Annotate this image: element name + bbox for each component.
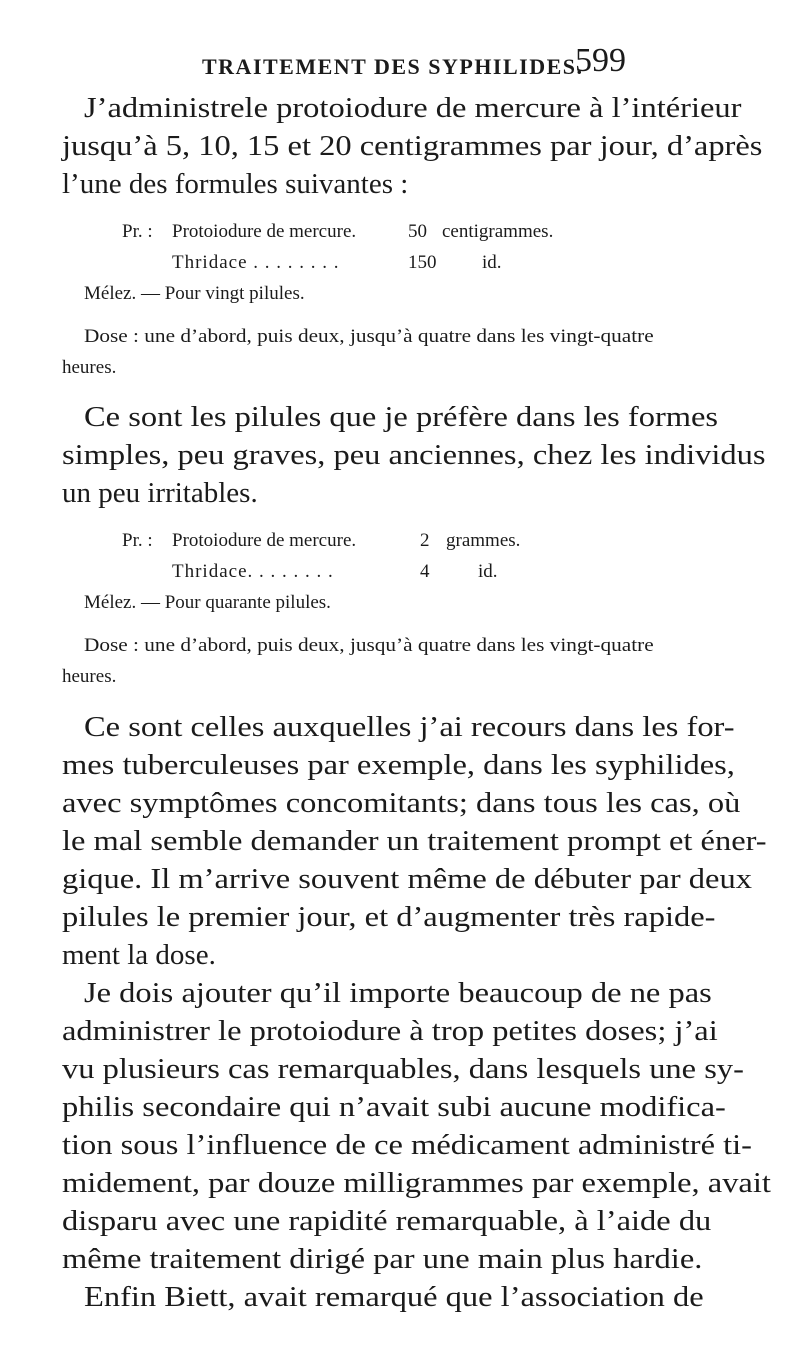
text-line: Je dois ajouter qu’il importe beaucoup de ne pas bbox=[84, 977, 712, 1009]
formula-dose: heures. bbox=[62, 666, 117, 687]
formula-quantity: 4 bbox=[420, 561, 430, 582]
text-line: Ce sont celles auxquelles j’ai recours dans les for- bbox=[84, 711, 735, 743]
text-line: mes tuberculeuses par exemple, dans les syphilides, bbox=[62, 749, 735, 781]
text-line: jusqu’à 5, 10, 15 et 20 centigrammes par jour, d’après bbox=[62, 130, 763, 162]
text-line: avec symptômes concomitants; dans tous les cas, où bbox=[62, 787, 741, 819]
text-line: pilules le premier jour, et d’augmenter très rapide- bbox=[62, 901, 716, 933]
formula-prefix: Pr. : bbox=[122, 530, 153, 551]
text-line: l’une des formules suivantes : bbox=[62, 168, 409, 200]
text-line: un peu irritables. bbox=[62, 477, 258, 509]
text-line: gique. Il m’arrive souvent même de débuter par deux bbox=[62, 863, 752, 895]
text-line: tion sous l’influence de ce médicament administré ti- bbox=[62, 1129, 752, 1161]
formula-prefix: Pr. : bbox=[122, 221, 153, 242]
text-line: vu plusieurs cas remarquables, dans lesquels une sy- bbox=[62, 1053, 744, 1085]
text-line: simples, peu graves, peu anciennes, chez les individus bbox=[62, 439, 766, 471]
text-line: administrer le protoiodure à trop petites doses; j’ai bbox=[62, 1015, 718, 1047]
formula-quantity: 2 bbox=[420, 530, 430, 551]
formula-mix: Mélez. — Pour vingt pilules. bbox=[84, 283, 305, 304]
formula-dose: Dose : une d’abord, puis deux, jusqu’à quatre dans les vingt-quatre bbox=[84, 635, 654, 656]
formula-dose: Dose : une d’abord, puis deux, jusqu’à quatre dans les vingt-quatre bbox=[84, 326, 654, 347]
text-line: disparu avec une rapidité remarquable, à l’aide du bbox=[62, 1205, 712, 1237]
formula-ingredient: Thridace . . . . . . . . bbox=[172, 252, 340, 273]
page-number: 599 bbox=[575, 42, 626, 79]
formula-mix: Mélez. — Pour quarante pilules. bbox=[84, 592, 331, 613]
formula-ingredient: Protoiodure de mercure. bbox=[172, 530, 357, 551]
text-line: le mal semble demander un traitement prompt et éner- bbox=[62, 825, 767, 857]
formula-quantity: 50 bbox=[408, 221, 427, 242]
text-line: même traitement dirigé par une main plus hardie. bbox=[62, 1243, 703, 1275]
text-line: ment la dose. bbox=[62, 939, 216, 971]
formula-quantity: 150 bbox=[408, 252, 437, 273]
text-line: J’administrele protoiodure de mercure à l’intérieur bbox=[84, 92, 742, 124]
running-head: TRAITEMENT DES SYPHILIDES. bbox=[202, 54, 584, 79]
formula-dose: heures. bbox=[62, 357, 117, 378]
formula-unit: id. bbox=[478, 561, 498, 582]
formula-unit: grammes. bbox=[446, 530, 521, 551]
text-line: Enfin Biett, avait remarqué que l’association de bbox=[84, 1281, 704, 1313]
formula-ingredient: Protoiodure de mercure. bbox=[172, 221, 357, 242]
text-line: philis secondaire qui n’avait subi aucune modifica- bbox=[62, 1091, 726, 1123]
formula-unit: id. bbox=[482, 252, 502, 273]
formula-unit: centigrammes. bbox=[442, 221, 554, 242]
text-line: Ce sont les pilules que je préfère dans les formes bbox=[84, 401, 719, 433]
page-header bbox=[202, 42, 626, 82]
text-line: midement, par douze milligrammes par exemple, avait bbox=[62, 1167, 771, 1199]
formula-ingredient: Thridace. . . . . . . . bbox=[172, 561, 334, 582]
